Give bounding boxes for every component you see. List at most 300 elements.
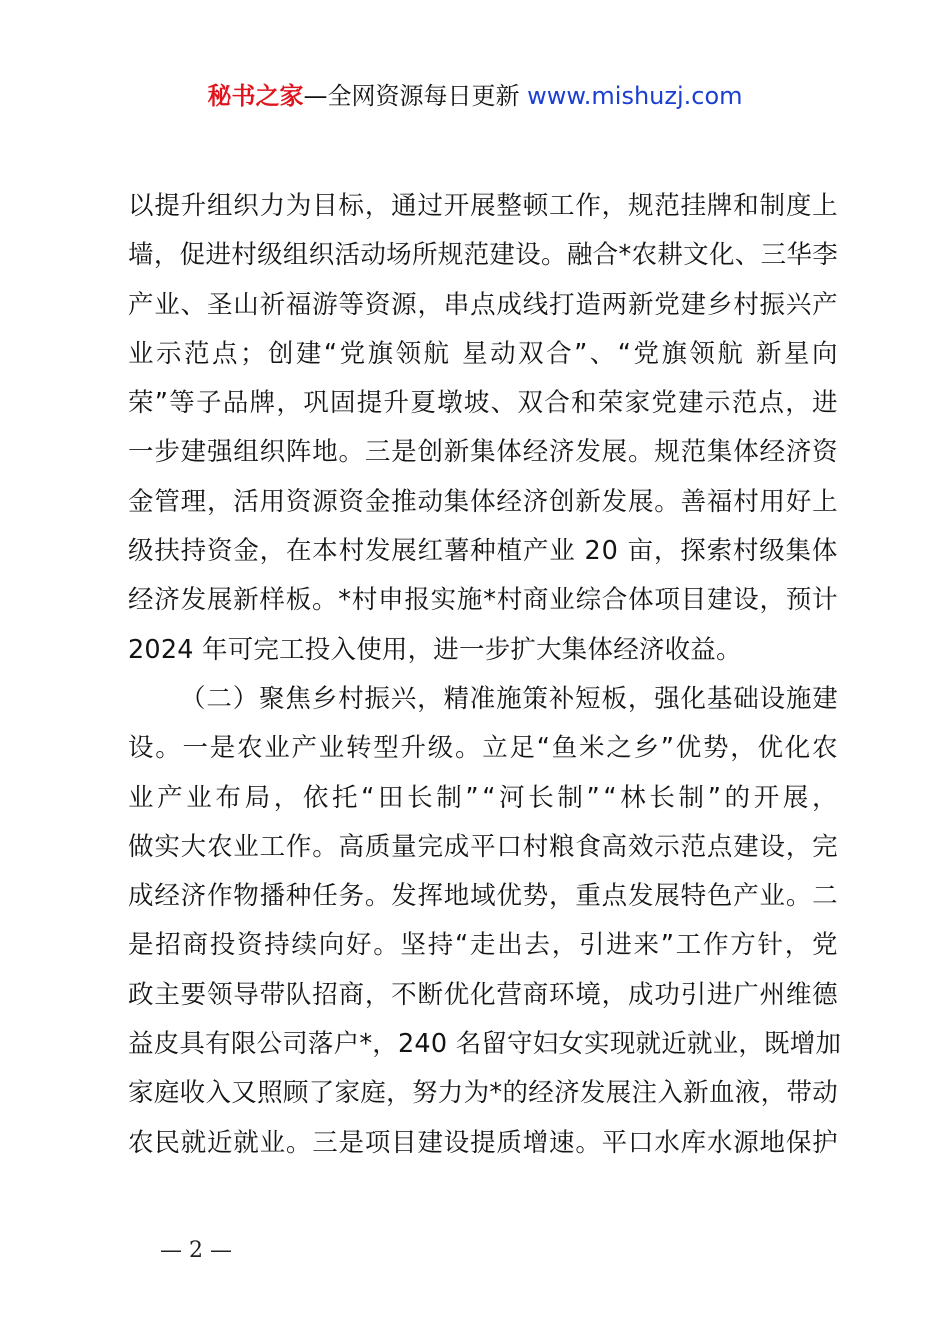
text-glyph: 规 — [437, 240, 464, 271]
text-line — [128, 330, 838, 379]
text-glyph: 华 — [786, 240, 813, 271]
text-glyph: 开 — [443, 191, 470, 221]
text-glyph: 建 — [812, 683, 838, 714]
text-glyph: 。 — [455, 733, 481, 764]
text-glyph: 做 — [128, 831, 154, 862]
text-glyph: 目 — [312, 191, 338, 221]
text-glyph: 织 — [233, 191, 259, 221]
text-glyph: 增 — [789, 1029, 816, 1060]
text-glyph: 提 — [154, 191, 181, 221]
text-glyph: 业 — [549, 585, 575, 616]
text-glyph: 投 — [209, 930, 236, 961]
text-glyph: 业 — [259, 1127, 286, 1158]
text-glyph: 准 — [469, 683, 496, 714]
text-glyph: 集 — [470, 437, 496, 468]
text-glyph: 。 — [364, 881, 391, 912]
text-glyph: 荣 — [597, 388, 624, 419]
text-glyph: 长 — [649, 782, 676, 813]
text-glyph: 落 — [307, 1029, 334, 1060]
text-glyph: 资 — [206, 536, 233, 567]
text-glyph: 播 — [259, 881, 286, 912]
text-glyph: 。 — [575, 1127, 602, 1158]
text-glyph: 领 — [689, 338, 716, 369]
text-glyph: 好 — [785, 486, 812, 517]
text-glyph: 双 — [518, 338, 544, 369]
text-glyph: 展 — [470, 191, 496, 221]
text-glyph: 展 — [601, 437, 628, 468]
text-glyph: 促 — [179, 240, 206, 271]
text-glyph: 金 — [364, 486, 391, 517]
text-line — [128, 281, 838, 330]
text-glyph: 名 — [455, 1029, 482, 1060]
text-glyph: 等 — [169, 388, 195, 419]
text-glyph: ， — [653, 536, 680, 567]
text-glyph: 特 — [680, 881, 707, 912]
text-glyph: 项 — [364, 1127, 391, 1158]
text-glyph: 预 — [785, 585, 812, 616]
text-glyph: 展 — [391, 536, 417, 567]
text-glyph: 向 — [318, 930, 345, 961]
text-glyph: 广 — [733, 979, 759, 1010]
text-glyph: 优 — [675, 733, 702, 764]
text-glyph: 加 — [815, 1029, 842, 1060]
text-glyph: 济 — [154, 585, 180, 616]
text-glyph: 等 — [338, 289, 365, 320]
text-glyph: 业 — [128, 338, 154, 369]
text-glyph: 领 — [395, 338, 422, 369]
text-glyph: 旗 — [661, 338, 688, 369]
text-glyph: 点 — [758, 388, 785, 419]
text-glyph: “ — [455, 930, 469, 961]
text-glyph: “ — [482, 782, 496, 813]
text-glyph: 三 — [760, 240, 787, 271]
text-glyph: 河 — [499, 782, 525, 813]
text-glyph: 水 — [654, 1127, 680, 1158]
text-glyph: 织 — [308, 240, 335, 271]
text-glyph: 农 — [631, 240, 658, 271]
text-glyph: 集 — [706, 437, 733, 468]
text-glyph: 所 — [411, 240, 438, 271]
text-glyph: 业 — [154, 289, 181, 320]
text-glyph: 济 — [554, 1078, 580, 1109]
text-glyph: 组 — [206, 191, 233, 221]
text-glyph: 任 — [312, 881, 338, 912]
text-glyph: 组 — [282, 240, 309, 271]
text-glyph: 坡 — [463, 388, 490, 419]
text-glyph: 植 — [496, 536, 523, 567]
text-line — [128, 872, 838, 921]
text-glyph: 引 — [680, 979, 707, 1010]
text-glyph: 范 — [680, 831, 707, 862]
section-heading-line — [128, 675, 838, 724]
text-glyph: 村 — [338, 536, 365, 567]
text-glyph: 活 — [334, 240, 361, 271]
text-glyph: 动 — [812, 1078, 838, 1109]
text-glyph: 进 — [606, 930, 632, 961]
text-glyph: 、 — [180, 289, 207, 320]
text-glyph: 目 — [680, 585, 707, 616]
site-banner — [0, 78, 950, 114]
text-glyph: 建 — [733, 831, 759, 862]
text-glyph: 商 — [182, 930, 209, 961]
text-glyph: 力 — [259, 191, 286, 221]
text-glyph: 产 — [733, 881, 759, 912]
text-line — [128, 724, 838, 773]
text-glyph: 带 — [259, 979, 286, 1010]
text-glyph: 文 — [683, 240, 709, 271]
text-glyph: 发 — [601, 486, 628, 517]
text-glyph: 整 — [496, 191, 523, 221]
text-glyph: 妇 — [532, 1029, 559, 1060]
text-glyph: 创 — [267, 338, 294, 369]
text-glyph: “ — [536, 733, 551, 764]
text-glyph: 顿 — [522, 191, 549, 221]
text-glyph: “ — [617, 338, 632, 369]
text-glyph: 过 — [417, 191, 444, 221]
text-glyph: 托 — [331, 782, 358, 813]
text-glyph: 兴 — [785, 289, 812, 320]
text-line — [128, 774, 838, 823]
text-glyph: 提 — [356, 388, 383, 419]
text-glyph: 星 — [462, 338, 488, 369]
text-glyph: 二 — [812, 881, 838, 912]
text-glyph: ” — [660, 733, 675, 764]
text-glyph: ， — [601, 191, 628, 221]
text-glyph: 庭 — [360, 1078, 387, 1109]
text-glyph: 制 — [759, 191, 786, 221]
text-glyph: 展 — [654, 881, 680, 912]
text-glyph: 设 — [733, 585, 759, 616]
text-glyph: 示 — [654, 831, 680, 862]
text-glyph: 域 — [470, 881, 496, 912]
text-glyph: 聚 — [259, 683, 285, 714]
text-glyph: 产 — [157, 782, 183, 813]
text-glyph: 完 — [417, 831, 444, 862]
text-glyph: 作 — [285, 831, 312, 862]
text-line — [128, 478, 838, 527]
text-glyph: 三 — [364, 437, 391, 468]
text-glyph — [447, 1020, 455, 1069]
text-glyph: 体 — [496, 437, 523, 468]
text-glyph: 金 — [128, 486, 154, 517]
text-glyph: * — [489, 1078, 503, 1109]
text-glyph: 综 — [575, 585, 602, 616]
text-glyph: 的 — [502, 1078, 529, 1109]
text-glyph: 源 — [312, 486, 338, 517]
text-glyph: ， — [206, 486, 233, 517]
text-glyph: 种 — [285, 881, 312, 912]
text-glyph: 阵 — [285, 437, 312, 468]
text-glyph: ； — [239, 338, 266, 369]
text-glyph: ， — [386, 1078, 412, 1109]
text-glyph: 护 — [812, 1127, 838, 1158]
text-glyph: 发 — [575, 437, 602, 468]
text-glyph: 施 — [496, 683, 522, 714]
text-glyph: 成 — [443, 831, 470, 862]
text-glyph: 管 — [154, 486, 181, 517]
text-glyph: ， — [364, 191, 391, 221]
text-glyph: 用 — [759, 486, 786, 517]
text-glyph: 精 — [443, 683, 470, 714]
text-glyph: 化 — [784, 733, 811, 764]
text-glyph: 施 — [785, 683, 812, 714]
text-glyph: 农 — [811, 733, 838, 764]
text-glyph: 步 — [154, 437, 181, 468]
text-line — [128, 971, 838, 1020]
text-glyph: 升 — [383, 388, 410, 419]
text-glyph: 范 — [680, 437, 707, 468]
text-glyph: 。 — [654, 486, 680, 517]
text-glyph: 完 — [812, 831, 838, 862]
text-glyph: 现 — [609, 1029, 636, 1060]
text-glyph: 进 — [205, 240, 232, 271]
text-glyph: 续 — [291, 930, 318, 961]
text-glyph: ， — [364, 979, 391, 1010]
text-glyph: * — [483, 585, 497, 616]
text-glyph: 申 — [378, 585, 404, 616]
text-glyph: 出 — [497, 930, 523, 961]
text-line — [128, 823, 838, 872]
text-glyph: 点 — [470, 289, 496, 320]
text-glyph: 环 — [549, 979, 575, 1010]
text-glyph: 创 — [417, 437, 444, 468]
text-glyph: 级 — [257, 240, 283, 271]
text-glyph: 体 — [811, 536, 838, 567]
document-body — [128, 182, 842, 1168]
text-glyph: 用 — [259, 486, 286, 517]
text-glyph: 发 — [391, 881, 417, 912]
text-glyph: 增 — [522, 1127, 549, 1158]
text-glyph: 州 — [759, 979, 786, 1010]
text-glyph: 基 — [706, 683, 733, 714]
text-glyph: 福 — [285, 289, 312, 320]
text-glyph: 础 — [733, 683, 759, 714]
text-glyph: 导 — [233, 979, 259, 1010]
text-glyph: 规 — [627, 191, 654, 221]
text-glyph: 推 — [391, 486, 417, 517]
text-glyph: 动 — [417, 486, 444, 517]
text-glyph: 家 — [128, 1078, 154, 1109]
text-line — [128, 1069, 838, 1118]
text-glyph: 口 — [496, 831, 523, 862]
text-line: 2024 年可完工投入使用，进一步扩大集体经济收益。 — [128, 634, 742, 665]
text-glyph: 质 — [364, 831, 391, 862]
text-glyph: ， — [811, 782, 838, 813]
text-glyph: 设 — [759, 683, 786, 714]
text-glyph: ” — [574, 338, 588, 369]
text-glyph: 经 — [496, 486, 523, 517]
text-glyph: 板 — [601, 683, 628, 714]
text-glyph: 村 — [338, 683, 364, 714]
text-glyph: 山 — [233, 289, 259, 320]
text-glyph: “ — [603, 782, 617, 813]
site-url-link[interactable]: www.mishuzj.com — [527, 82, 743, 110]
text-glyph: 夏 — [410, 388, 437, 419]
text-glyph: ” — [465, 782, 479, 813]
text-glyph: 和 — [733, 191, 759, 221]
text-glyph: ， — [551, 930, 578, 961]
text-glyph: 展 — [605, 1078, 632, 1109]
text-glyph: 造 — [575, 289, 602, 320]
text-glyph: 计 — [812, 585, 838, 616]
text-line — [128, 231, 838, 280]
text-glyph: 是 — [128, 930, 154, 961]
text-glyph: 女 — [558, 1029, 585, 1060]
text-glyph: 新 — [575, 486, 602, 517]
text-glyph: 乡 — [311, 683, 338, 714]
text-glyph: 0 — [601, 536, 619, 567]
text-glyph: 业 — [318, 733, 345, 764]
text-glyph: 升 — [400, 733, 427, 764]
text-glyph: 庭 — [153, 1078, 180, 1109]
text-glyph: 就 — [635, 1029, 662, 1060]
text-glyph: 。 — [285, 1127, 312, 1158]
text-glyph: 源 — [733, 1127, 759, 1158]
text-glyph: 经 — [528, 1078, 554, 1109]
text-glyph: 保 — [785, 1127, 812, 1158]
text-glyph: * — [338, 585, 352, 616]
text-glyph: 引 — [578, 930, 605, 961]
text-glyph: ， — [417, 289, 444, 320]
text-glyph: 发 — [627, 881, 654, 912]
text-glyph: 耕 — [657, 240, 684, 271]
text-glyph: 村 — [496, 585, 523, 616]
text-glyph: 集 — [785, 536, 812, 567]
text-glyph: 入 — [205, 1078, 232, 1109]
text-glyph: 工 — [549, 191, 575, 221]
text-glyph: 两 — [601, 289, 628, 320]
text-glyph: 家 — [334, 1078, 361, 1109]
text-glyph: 村 — [732, 536, 759, 567]
text-glyph: 通 — [391, 191, 417, 221]
text-glyph: 持 — [180, 536, 207, 567]
text-glyph: 近 — [206, 1127, 233, 1158]
text-glyph: 党 — [654, 289, 680, 320]
text-glyph: ， — [738, 1029, 765, 1060]
text-glyph: 维 — [785, 979, 812, 1010]
text-glyph: 大 — [180, 831, 207, 862]
text-glyph: 组 — [233, 437, 259, 468]
text-glyph: 升 — [180, 191, 207, 221]
text-glyph: 金 — [233, 536, 260, 567]
text-glyph: 德 — [812, 979, 838, 1010]
text-line — [128, 379, 838, 428]
text-glyph: 。 — [338, 437, 365, 468]
text-glyph: 足 — [509, 733, 536, 764]
text-glyph: 补 — [548, 683, 575, 714]
text-glyph: 资 — [237, 930, 263, 961]
text-glyph: 资 — [285, 486, 312, 517]
text-glyph: 新 — [683, 1078, 709, 1109]
text-glyph: 点 — [601, 881, 628, 912]
text-glyph: 福 — [706, 486, 733, 517]
text-glyph: 产 — [128, 289, 154, 320]
text-glyph: 理 — [180, 486, 207, 517]
text-glyph: 乡 — [706, 289, 733, 320]
text-glyph: 农 — [206, 831, 233, 862]
text-glyph: 化 — [470, 979, 496, 1010]
text-glyph: 和 — [571, 388, 597, 419]
text-glyph: 领 — [206, 979, 233, 1010]
text-glyph: 主 — [154, 979, 181, 1010]
text-glyph: 目 — [391, 1127, 417, 1158]
text-glyph: 农 — [128, 1127, 154, 1158]
text-glyph: 合 — [546, 338, 572, 369]
text-glyph: 制 — [436, 782, 462, 813]
text-glyph: 巩 — [303, 388, 329, 419]
text-glyph: 板 — [285, 585, 312, 616]
text-glyph: 势 — [522, 881, 549, 912]
text-glyph: 展 — [782, 782, 809, 813]
text-glyph: ， — [372, 1029, 398, 1060]
text-glyph: 口 — [627, 1127, 654, 1158]
text-glyph: 留 — [481, 1029, 508, 1060]
text-glyph: 作 — [575, 191, 602, 221]
text-glyph: 新 — [233, 585, 259, 616]
text-glyph: 之 — [606, 733, 632, 764]
site-tagline: —全网资源每日更新 — [303, 82, 528, 110]
text-glyph: 入 — [657, 1078, 684, 1109]
text-glyph: 红 — [417, 536, 444, 567]
text-glyph: 制 — [557, 782, 584, 813]
text-glyph: 血 — [708, 1078, 735, 1109]
text-glyph: 化 — [708, 240, 735, 271]
text-glyph: 营 — [496, 979, 523, 1010]
site-brand: 秘书之家 — [207, 82, 304, 110]
text-glyph: ， — [730, 733, 756, 764]
text-glyph: 。 — [312, 831, 338, 862]
text-glyph: 收 — [179, 1078, 206, 1109]
text-glyph: 航 — [423, 338, 450, 369]
text-glyph: 新 — [627, 289, 654, 320]
text-glyph: 家 — [624, 388, 651, 419]
text-glyph: 建 — [417, 1127, 444, 1158]
text-glyph: 功 — [654, 979, 680, 1010]
text-glyph: “ — [361, 782, 375, 813]
text-glyph: 实 — [430, 585, 457, 616]
text-glyph: 设 — [128, 733, 154, 764]
text-glyph: 鱼 — [551, 733, 578, 764]
text-glyph: 双 — [517, 388, 544, 419]
text-glyph: 工 — [675, 930, 702, 961]
text-glyph: 断 — [417, 979, 444, 1010]
text-glyph: 好 — [346, 930, 372, 961]
text-glyph: 动 — [360, 240, 387, 271]
text-glyph: 经 — [128, 585, 154, 616]
text-glyph: 本 — [312, 536, 338, 567]
text-glyph: 体 — [470, 486, 496, 517]
text-glyph: 施 — [456, 585, 483, 616]
text-glyph: 液 — [734, 1078, 761, 1109]
text-glyph: 平 — [601, 1127, 628, 1158]
text-line — [128, 527, 838, 576]
text-glyph: 点 — [211, 338, 238, 369]
text-glyph: 标 — [338, 191, 365, 221]
text-glyph: 级 — [128, 536, 154, 567]
text-glyph: ， — [784, 930, 811, 961]
text-glyph: 2 — [397, 1029, 415, 1060]
text-glyph: ， — [785, 388, 811, 419]
text-glyph: 。 — [311, 585, 338, 616]
text-glyph: 济 — [180, 881, 207, 912]
text-glyph: 工 — [259, 831, 286, 862]
text-glyph: 发 — [364, 536, 391, 567]
text-glyph: 固 — [329, 388, 356, 419]
text-glyph: 村 — [351, 585, 378, 616]
text-glyph: 顾 — [282, 1078, 309, 1109]
text-glyph: 走 — [469, 930, 496, 961]
text-glyph: 一 — [182, 733, 209, 764]
